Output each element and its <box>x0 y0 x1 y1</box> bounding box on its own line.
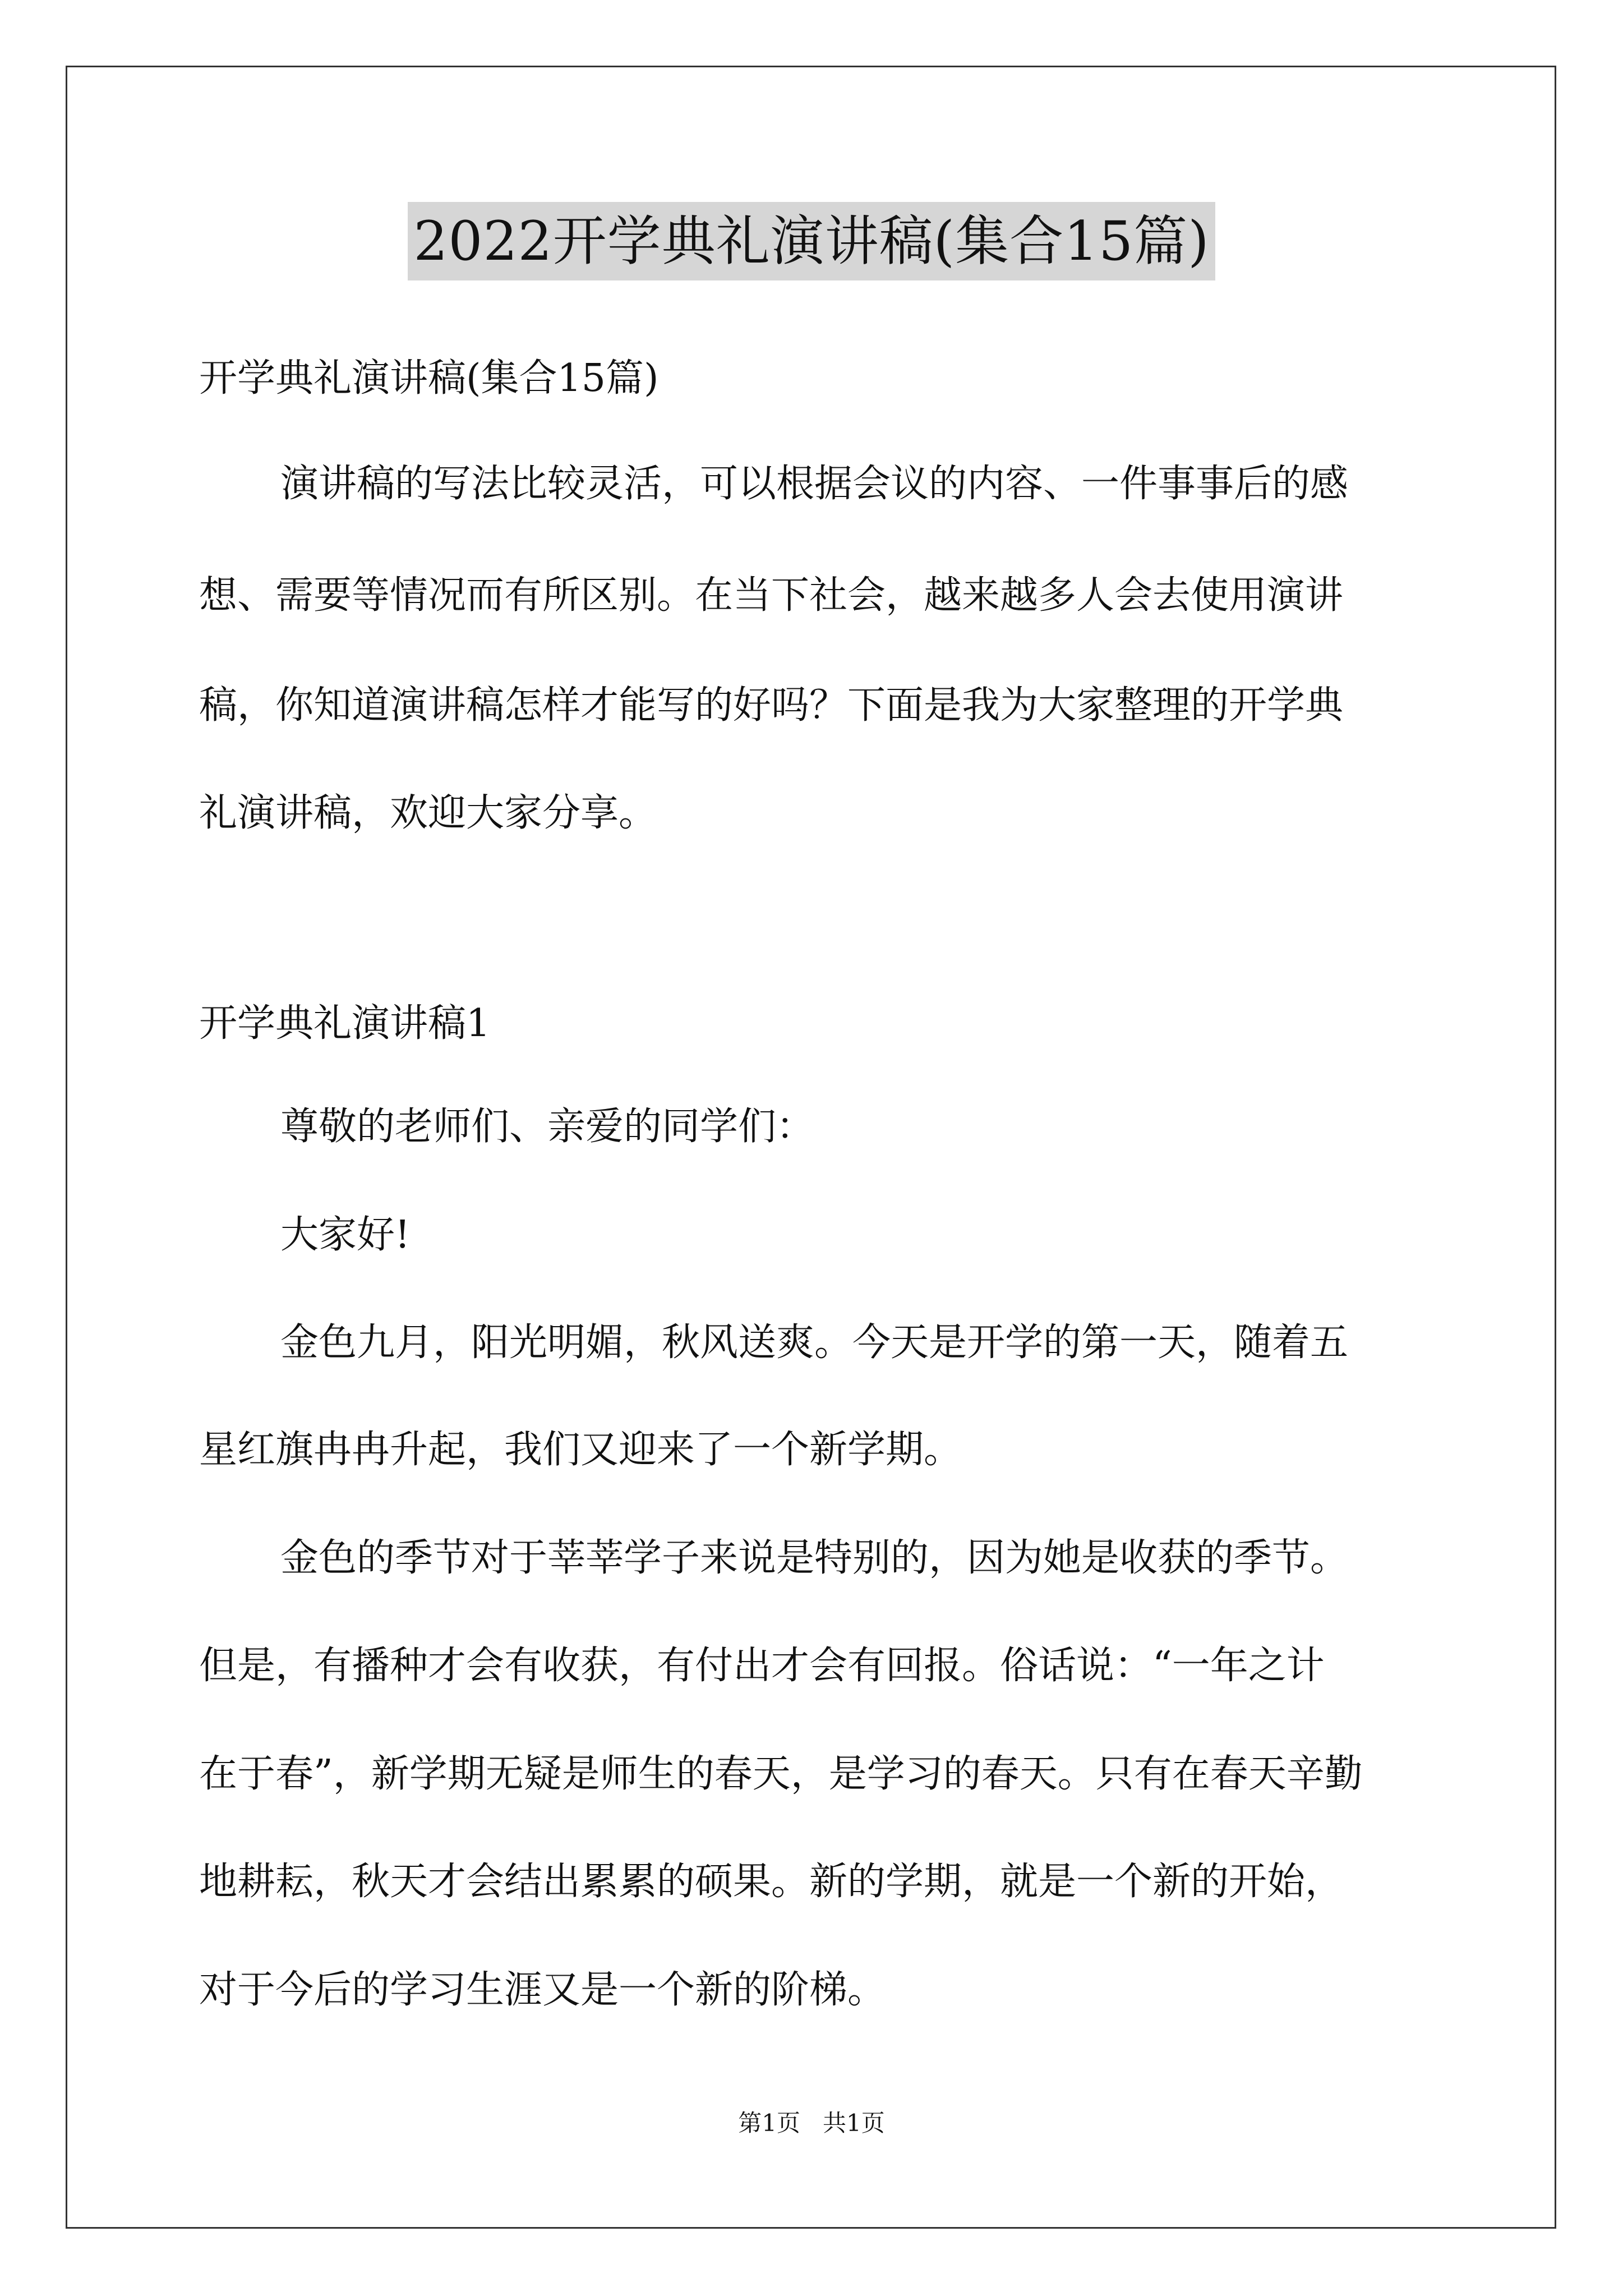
title-container <box>0 202 1623 280</box>
para2-line-4: 地耕耘，秋天才会结出累累的硕果。新的学期，就是一个新的开始， <box>199 1860 1344 1904</box>
intro-line-2: 想、需要等情况而有所区别。在当下社会，越来越多人会去使用演讲 <box>199 573 1344 618</box>
intro-line-4: 礼演讲稿，欢迎大家分享。 <box>199 791 657 835</box>
para2-line-3: 在于春”，新学期无疑是师生的春天，是学习的春天。只有在春天辛勤 <box>199 1752 1363 1796</box>
greeting: 大家好! <box>280 1213 411 1257</box>
document-title: 2022开学典礼演讲稿(集合15篇) <box>408 202 1215 280</box>
section-heading: 开学典礼演讲稿1 <box>199 1001 491 1046</box>
intro-line-1: 演讲稿的写法比较灵活，可以根据会议的内容、一件事事后的感 <box>280 462 1349 506</box>
salutation: 尊敬的老师们、亲爱的同学们： <box>280 1105 815 1149</box>
para1-line-1: 金色九月，阳光明媚，秋风送爽。今天是开学的第一天，随着五 <box>280 1320 1349 1365</box>
para1-line-2: 星红旗冉冉升起，我们又迎来了一个新学期。 <box>199 1428 962 1472</box>
para2-line-2: 但是，有播种才会有收获，有付出才会有回报。俗话说：“一年之计 <box>199 1644 1325 1688</box>
page-footer: 第1页 共1页 <box>738 2109 885 2137</box>
intro-line-3: 稿，你知道演讲稿怎样才能写的好吗？下面是我为大家整理的开学典 <box>199 683 1344 728</box>
document-subtitle: 开学典礼演讲稿(集合15篇) <box>199 356 659 401</box>
para2-line-1: 金色的季节对于莘莘学子来说是特别的，因为她是收获的季节。 <box>280 1536 1349 1580</box>
para2-line-5: 对于今后的学习生涯又是一个新的阶梯。 <box>199 1968 886 2012</box>
